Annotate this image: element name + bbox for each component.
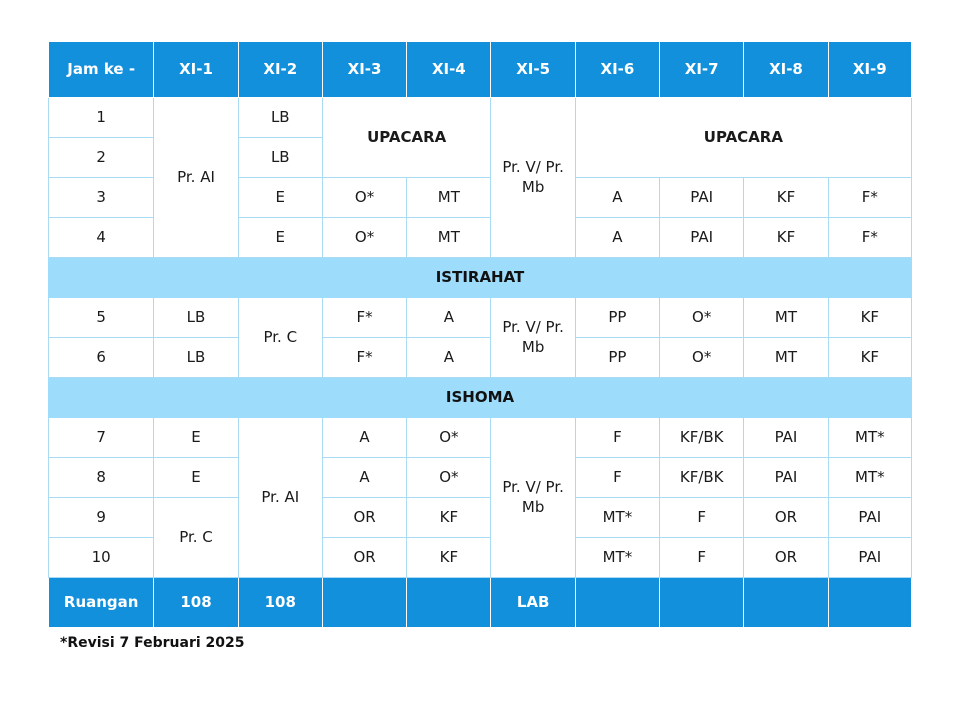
table-row: [49, 458, 912, 498]
schedule-cell: F: [660, 538, 744, 578]
room-label: Ruangan: [49, 578, 154, 628]
room-xi-1: 108: [154, 578, 238, 628]
schedule-cell: KF: [828, 338, 911, 378]
schedule-cell: OR: [322, 498, 406, 538]
header-xi-6: XI-6: [575, 42, 659, 98]
schedule-cell: E: [238, 178, 322, 218]
header-xi-7: XI-7: [660, 42, 744, 98]
schedule-cell: Pr. C: [238, 298, 322, 378]
schedule-cell: A: [407, 338, 491, 378]
schedule-cell: KF: [744, 218, 828, 258]
room-row: [49, 578, 912, 628]
period-cell: 7: [49, 418, 154, 458]
schedule-cell: KF/BK: [660, 418, 744, 458]
schedule-cell: PAI: [828, 538, 911, 578]
room-xi-5: LAB: [491, 578, 575, 628]
room-xi-3: [322, 578, 406, 628]
period-cell: 6: [49, 338, 154, 378]
schedule-cell: MT*: [828, 458, 911, 498]
schedule-cell: F*: [828, 218, 911, 258]
schedule-table: [48, 41, 912, 628]
schedule-cell: A: [575, 218, 659, 258]
schedule-cell: Pr. AI: [154, 98, 238, 258]
header-period: Jam ke -: [49, 42, 154, 98]
schedule-cell: O*: [407, 418, 491, 458]
period-cell: 4: [49, 218, 154, 258]
header-xi-1: XI-1: [154, 42, 238, 98]
schedule-cell: O*: [660, 338, 744, 378]
schedule-cell: F: [660, 498, 744, 538]
header-xi-9: XI-9: [828, 42, 911, 98]
table-row: [49, 298, 912, 338]
schedule-cell: E: [154, 458, 238, 498]
schedule-cell: OR: [322, 538, 406, 578]
schedule-cell: F*: [322, 338, 406, 378]
schedule-cell: MT*: [575, 538, 659, 578]
period-cell: 2: [49, 138, 154, 178]
header-row: [49, 42, 912, 98]
schedule-cell: F*: [828, 178, 911, 218]
schedule-cell: Pr. V/ Pr. Mb: [491, 298, 575, 378]
schedule-cell: MT*: [575, 498, 659, 538]
schedule-cell: LB: [154, 338, 238, 378]
schedule-cell: KF: [407, 538, 491, 578]
schedule-cell: OR: [744, 538, 828, 578]
schedule-cell: Pr. AI: [238, 418, 322, 578]
table-row: [49, 98, 912, 138]
schedule-cell: PAI: [660, 178, 744, 218]
schedule-cell: F: [575, 458, 659, 498]
room-xi-2: 108: [238, 578, 322, 628]
schedule-cell: A: [322, 458, 406, 498]
schedule-cell: E: [154, 418, 238, 458]
period-cell: 1: [49, 98, 154, 138]
period-cell: 5: [49, 298, 154, 338]
revision-note: *Revisi 7 Februari 2025: [60, 635, 245, 651]
schedule-cell: PAI: [660, 218, 744, 258]
break-label-ishoma: ISHOMA: [49, 378, 912, 418]
header-xi-2: XI-2: [238, 42, 322, 98]
schedule-cell: PP: [575, 298, 659, 338]
header-xi-3: XI-3: [322, 42, 406, 98]
schedule-cell: A: [407, 298, 491, 338]
schedule-cell: Pr. V/ Pr. Mb: [491, 418, 575, 578]
schedule-cell: LB: [238, 98, 322, 138]
schedule-cell: LB: [238, 138, 322, 178]
header-xi-8: XI-8: [744, 42, 828, 98]
schedule-cell: Pr. C: [154, 498, 238, 578]
schedule-cell: MT*: [828, 418, 911, 458]
schedule-cell: MT: [407, 178, 491, 218]
schedule-cell: KF/BK: [660, 458, 744, 498]
schedule-cell: LB: [154, 298, 238, 338]
table-row: [49, 498, 912, 538]
table-row: [49, 338, 912, 378]
schedule-cell: A: [322, 418, 406, 458]
schedule-cell: MT: [744, 298, 828, 338]
schedule-cell: A: [575, 178, 659, 218]
schedule-cell: O*: [322, 218, 406, 258]
schedule-cell: O*: [660, 298, 744, 338]
event-cell: UPACARA: [575, 98, 911, 178]
period-cell: 8: [49, 458, 154, 498]
room-xi-8: [744, 578, 828, 628]
event-cell: UPACARA: [322, 98, 491, 178]
period-cell: 3: [49, 178, 154, 218]
schedule-cell: Pr. V/ Pr. Mb: [491, 98, 575, 258]
header-xi-4: XI-4: [407, 42, 491, 98]
schedule-cell: F: [575, 418, 659, 458]
header-xi-5: XI-5: [491, 42, 575, 98]
schedule-cell: KF: [744, 178, 828, 218]
schedule-cell: MT: [407, 218, 491, 258]
schedule-cell: O*: [322, 178, 406, 218]
room-xi-6: [575, 578, 659, 628]
schedule-cell: PAI: [828, 498, 911, 538]
period-cell: 10: [49, 538, 154, 578]
schedule-cell: F*: [322, 298, 406, 338]
schedule-cell: E: [238, 218, 322, 258]
break-row: [49, 378, 912, 418]
schedule-cell: OR: [744, 498, 828, 538]
schedule-cell: O*: [407, 458, 491, 498]
break-row: [49, 258, 912, 298]
schedule-cell: PAI: [744, 458, 828, 498]
table-row: [49, 418, 912, 458]
period-cell: 9: [49, 498, 154, 538]
schedule-cell: MT: [744, 338, 828, 378]
break-label-istirahat: ISTIRAHAT: [49, 258, 912, 298]
room-xi-7: [660, 578, 744, 628]
schedule-cell: KF: [828, 298, 911, 338]
room-xi-9: [828, 578, 911, 628]
schedule-cell: PP: [575, 338, 659, 378]
schedule-cell: PAI: [744, 418, 828, 458]
schedule-cell: KF: [407, 498, 491, 538]
room-xi-4: [407, 578, 491, 628]
